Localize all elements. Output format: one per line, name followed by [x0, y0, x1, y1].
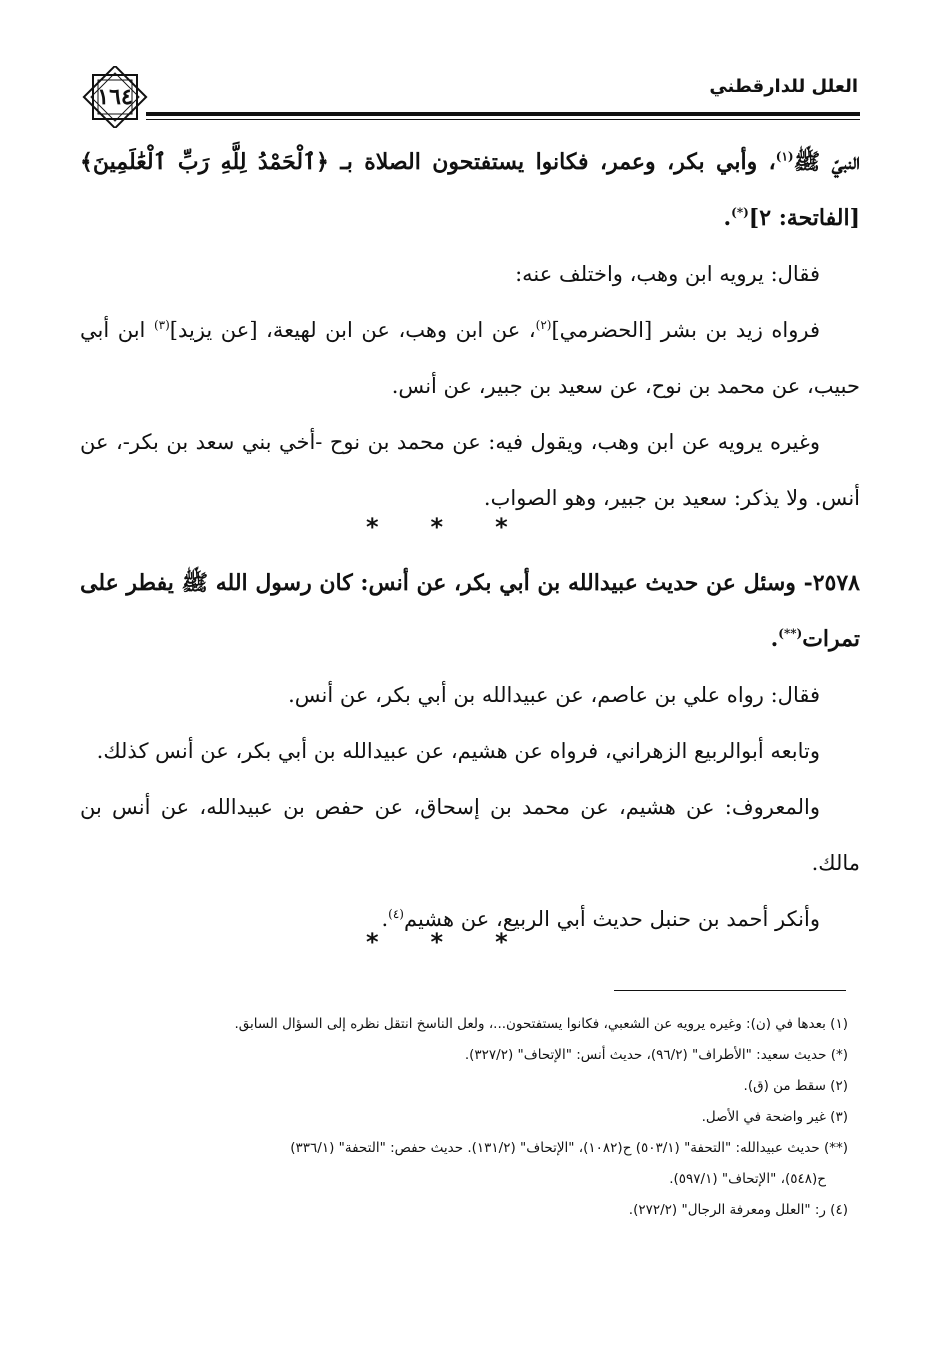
paragraph: وتابعه أبوالربيع الزهراني، فرواه عن هشيم، عن عبيدالله بن أبي بكر، عن أنس كذلك. [96, 739, 820, 763]
text-span: ، وأبي بكر، وعمر، فكانوا يستفتحون الصلاة بـ ﴿ٱلْحَمْدُ لِلَّهِ رَبِّ ٱلْعَٰلَمِينَ﴾ [الفاتحة: ٢] [80, 149, 860, 231]
running-title: العلل للدارقطني [709, 76, 858, 97]
text-span: . [381, 907, 389, 931]
text-span: ٢٥٧٨- وسئل عن حديث عبيدالله بن أبي بكر، عن أنس: كان رسول الله ﷺ يفطر على تمرات [80, 570, 860, 652]
footnote: (٣) غير واضحة في الأصل. [701, 1109, 848, 1125]
text-span: . [723, 205, 732, 231]
paragraph: فقال: يرويه ابن وهب، واختلف عنه: [515, 262, 820, 286]
paragraph [80, 302, 860, 414]
body-block-2 [80, 555, 860, 947]
section-separator: *** [366, 928, 560, 956]
body-block-1 [80, 134, 860, 526]
footnote-continuation: ح(٥٤٨)، "الإتحاف" (٥٩٧/١). [669, 1171, 826, 1187]
text-span: ابن أبي حبيب، عن محمد بن نوح، عن سعيد بن جبير، عن أنس. [80, 318, 860, 398]
paragraph: فقال: رواه علي بن عاصم، عن عبيدالله بن أبي بكر، عن أنس. [288, 683, 820, 707]
text-span: فرواه زيد بن بشر [الحضرمي] [551, 318, 820, 342]
paragraph: والمعروف: عن هشيم، عن محمد بن إسحاق، عن حفص بن عبيدالله، عن أنس بن مالك. [80, 795, 860, 875]
text-span: وأنكر أحمد بن حنبل حديث أبي الربيع، عن هشيم [403, 907, 820, 931]
footnote: (٤) ر: "العلل ومعرفة الرجال" (٢٧٢/٢). [628, 1202, 848, 1218]
header-rule-thick [146, 112, 860, 116]
page-header [80, 66, 860, 128]
footnote: (٢) سقط من (ق). [743, 1078, 848, 1094]
question-heading [80, 555, 860, 667]
paragraph-continuation [80, 134, 860, 246]
page-number: ١٦٤ [97, 84, 133, 110]
footnote-ref: (١) [775, 149, 794, 164]
footnote-ref: (*) [731, 205, 749, 220]
text-span: النبيّ ﷺ [793, 149, 860, 175]
footnote-ref: (٣) [153, 318, 170, 332]
footnote-ref: (٢) [535, 318, 552, 332]
footnote: (*) حديث سعيد: "الأطراف" (٩٦/٢)، حديث أنس: "الإتحاف" (٣٢٧/٢). [464, 1047, 848, 1063]
footnote-ref: (**) [778, 626, 803, 641]
text-span: . [770, 626, 779, 652]
footnote-ref: (٤) [388, 907, 404, 921]
footnote: (**) حديث عبيدالله: "التحفة" (٥٠٣/١) ح(١٠٨٢)، "الإتحاف" (١٣١/٢). حديث حفص: "التحفة" (٣٣٦/١) [290, 1140, 848, 1156]
page-number-badge [80, 66, 150, 128]
footnote: (١) بعدها في (ن): وغيره يرويه عن الشعبي، فكانوا يستفتحون...، ولعل الناسخ انتقل نظره إلى السؤال السابق. [234, 1016, 848, 1032]
header-rule-thin [146, 119, 860, 120]
text-span: ، عن ابن وهب، عن ابن لهيعة، [عن يزيد] [169, 318, 536, 342]
footnote-divider [614, 990, 846, 991]
section-separator: *** [366, 513, 560, 541]
footnotes [80, 1009, 848, 1226]
paragraph: وغيره يرويه عن ابن وهب، ويقول فيه: عن محمد بن نوح -أخي بني سعد بن بكر-، عن أنس. ولا يذكر: سعيد بن جبير، وهو الصواب. [80, 430, 860, 510]
